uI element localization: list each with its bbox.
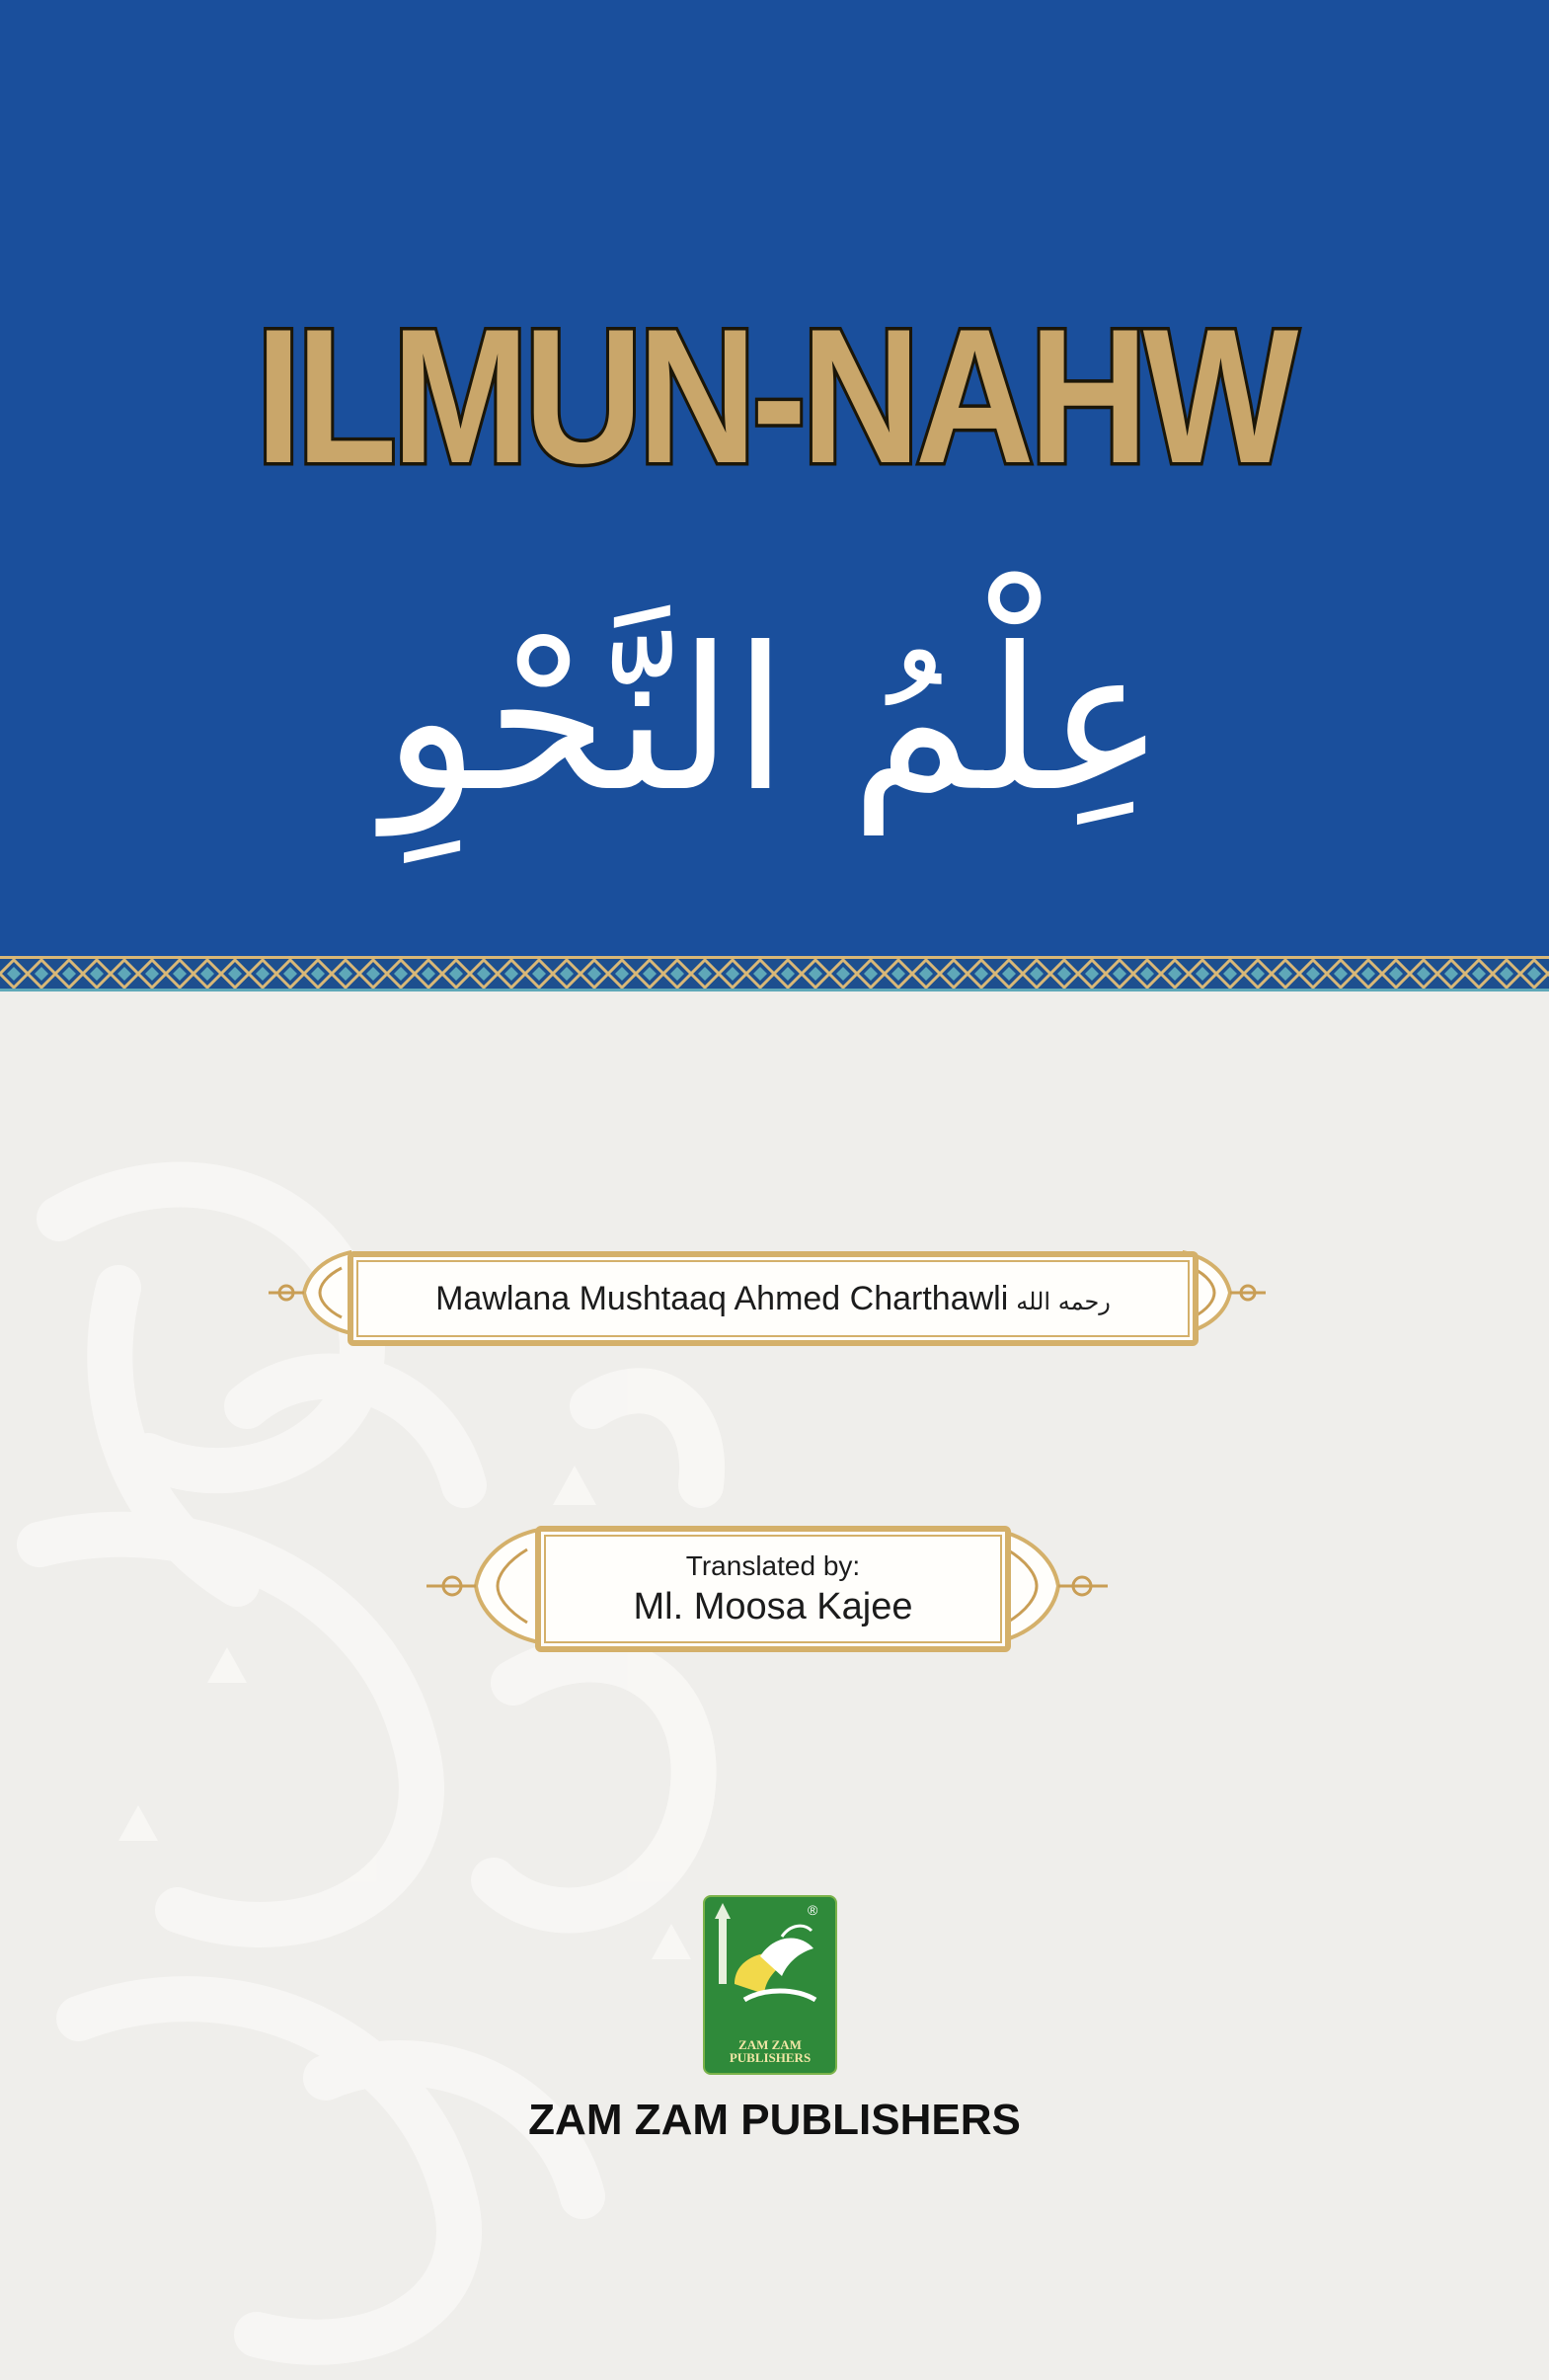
translator-right-ornament — [995, 1526, 1108, 1646]
author-honorific: رحمه الله — [1016, 1287, 1111, 1315]
decorative-border-strip — [0, 956, 1549, 992]
publisher-logo — [703, 1895, 837, 2075]
publisher-name: ZAM ZAM PUBLISHERS — [528, 2096, 1021, 2144]
logo-text — [705, 2038, 835, 2065]
author-plaque — [348, 1251, 1199, 1346]
author-line — [435, 1280, 1111, 1318]
translator-plaque — [535, 1526, 1011, 1652]
logo-text-line1: ZAM ZAM — [738, 2036, 802, 2052]
author-name: Mawlana Mushtaaq Ahmed Charthawli — [435, 1279, 1009, 1317]
logo-text-line2: PUBLISHERS — [729, 2050, 812, 2066]
arabic-calligraphy-title: عِلْمُ النَّحْوِ — [383, 605, 1166, 835]
cover-bottom-panel — [0, 992, 1549, 2380]
cover-top-panel — [0, 0, 1549, 956]
book-title: ILMUN-NAHW — [255, 289, 1294, 504]
calligraphy-watermark — [0, 992, 1549, 2380]
translator-left-ornament — [426, 1526, 539, 1646]
registered-mark: ® — [808, 1902, 818, 1918]
translator-name: Ml. Moosa Kajee — [633, 1585, 913, 1627]
translated-by-label: Translated by: — [685, 1549, 861, 1581]
author-left-ornament — [269, 1248, 351, 1337]
